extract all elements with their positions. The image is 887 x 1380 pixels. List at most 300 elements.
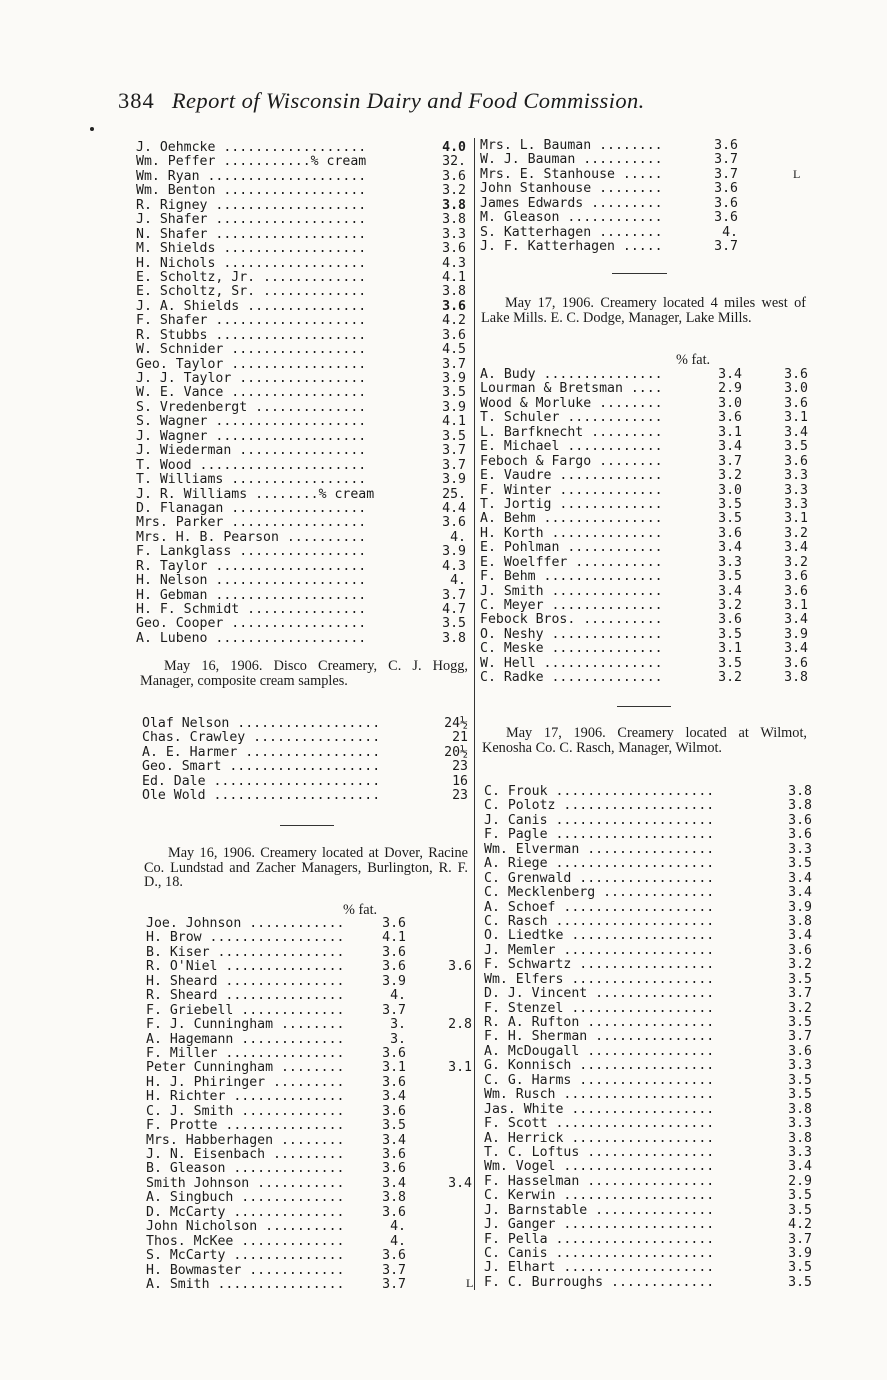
- lake-mills-paragraph: [481, 296, 806, 325]
- row-name: Ed. Dale .....................: [142, 773, 381, 789]
- row-value: 20½: [444, 744, 468, 760]
- row-value: 2.9: [718, 381, 742, 397]
- table-row: [146, 1090, 476, 1104]
- table-row: [136, 170, 468, 184]
- row-name: Geo. Smart ...................: [142, 759, 381, 775]
- table-row: [484, 799, 812, 813]
- row-value: 4.2: [788, 1217, 812, 1233]
- row-name: S. Vredenbergt ..............: [136, 399, 367, 415]
- row-name: H. F. Schmidt ...............: [136, 602, 367, 617]
- row-value: 3.4: [788, 1159, 812, 1175]
- row-value: 4.4: [442, 500, 466, 516]
- table-row: [484, 1218, 812, 1232]
- lake-mills-column-header: % fat.: [676, 352, 711, 368]
- row-value: 3.8: [442, 212, 466, 228]
- row-name: F. Schwartz .................: [484, 957, 715, 973]
- row-name: H. Nelson ...................: [136, 573, 367, 589]
- row-value: 3.5: [718, 569, 742, 585]
- row-value: 3.4: [788, 928, 812, 944]
- table-row: [480, 484, 810, 498]
- row-value: 3.5: [788, 971, 812, 987]
- table-row: [146, 1148, 476, 1162]
- row-name: R. O'Niel ...............: [146, 959, 345, 975]
- row-name: F. Scott ....................: [484, 1116, 715, 1132]
- table-row: [136, 155, 468, 169]
- row-name: Wm. Ryan ....................: [136, 168, 367, 184]
- table-row: [480, 455, 810, 469]
- row-value: 3.8: [788, 1130, 812, 1146]
- table-row: [136, 632, 468, 646]
- row-name: H. Nichols ..................: [136, 255, 367, 271]
- row-name: Mrs. L. Bauman ........: [480, 138, 663, 153]
- row-name: Joe. Johnson ............: [146, 916, 345, 931]
- row-name: R. Taylor ...................: [136, 558, 367, 574]
- row-value: 3.1: [382, 1060, 406, 1076]
- row-name: L. Barfknecht .........: [480, 424, 663, 440]
- row-value: 3.0: [718, 482, 742, 498]
- table-row: [484, 1045, 812, 1059]
- row-value-second-test: 3.6: [784, 569, 808, 585]
- row-value-second-test: 2.8: [448, 1017, 472, 1033]
- row-value: 23: [452, 788, 468, 804]
- table-row: [146, 1105, 476, 1119]
- table-row: [484, 1276, 812, 1290]
- row-value: 2.9: [788, 1173, 812, 1189]
- table-row: [142, 760, 472, 774]
- row-value-second-test: 3.4: [448, 1175, 472, 1191]
- row-value-second-test: 3.1: [448, 1060, 472, 1076]
- table-row: [136, 329, 468, 343]
- row-value: 3.5: [718, 496, 742, 512]
- table-row: [480, 240, 740, 254]
- table-row: [480, 642, 810, 656]
- row-value: 3.4: [718, 367, 742, 382]
- table-row: [146, 931, 476, 945]
- table-row: [484, 872, 812, 886]
- row-value: 3.6: [442, 298, 466, 314]
- disco-creamery-text: May 16, 1906. Disco Creamery, C. J. Hogg, Manager, composite cream samples.: [140, 658, 468, 689]
- row-name: D. Flanagan .................: [136, 500, 367, 516]
- row-value: 3.5: [442, 616, 466, 632]
- row-name: Thos. McKee .............: [146, 1233, 345, 1249]
- table-row: [136, 141, 468, 155]
- row-name: T. C. Loftus ................: [484, 1144, 715, 1160]
- row-name: Wm. Vogel ...................: [484, 1159, 715, 1175]
- table-row: [480, 139, 740, 153]
- row-name: Wood & Morluke ........: [480, 395, 663, 411]
- row-name: Wm. Elfers ..................: [484, 971, 715, 987]
- table-row: [484, 1175, 812, 1189]
- row-value: 3.5: [788, 1274, 812, 1290]
- table-row: [136, 372, 468, 386]
- table-row: [480, 226, 740, 240]
- row-value-second-test: 3.6: [784, 453, 808, 469]
- row-name: R. Rigney ...................: [136, 197, 367, 213]
- table-row: [146, 1278, 476, 1292]
- table-row: [136, 314, 468, 328]
- table-row: [480, 613, 810, 627]
- row-value: 3.6: [382, 916, 406, 931]
- wilmot-text: May 17, 1906. Creamery located at Wilmot, Kenosha Co. C. Rasch, Manager, Wilmot.: [482, 725, 807, 756]
- table-row: [480, 585, 810, 599]
- row-value: 32.: [442, 154, 466, 170]
- row-name: Smith Johnson ...........: [146, 1175, 345, 1191]
- row-value: 3.6: [382, 1103, 406, 1119]
- table-row: [146, 1047, 476, 1061]
- row-value: 3.7: [442, 356, 466, 372]
- disco-creamery-paragraph: [140, 659, 468, 688]
- dover-column-header: % fat.: [343, 902, 378, 918]
- row-value: 3.6: [382, 944, 406, 960]
- row-name: W. E. Vance .................: [136, 385, 367, 401]
- row-value: 3.6: [788, 827, 812, 843]
- left-top-table: [136, 141, 468, 646]
- row-name: R. A. Rufton ................: [484, 1015, 715, 1030]
- row-name: E. Pohlman ............: [480, 540, 663, 556]
- row-name: N. Shafer ...................: [136, 226, 367, 242]
- row-name: Geo. Taylor .................: [136, 356, 367, 372]
- table-row: [484, 1074, 812, 1088]
- table-row: [146, 1162, 476, 1176]
- row-name: F. Pella ....................: [484, 1231, 715, 1247]
- row-value: 3.5: [718, 511, 742, 527]
- row-value: 3.6: [788, 942, 812, 958]
- row-name: J. Elhart ...................: [484, 1260, 715, 1276]
- row-name: F. Miller ...............: [146, 1045, 345, 1061]
- row-value: 3.6: [714, 181, 738, 197]
- row-value: 3.0: [718, 395, 742, 411]
- table-row: [484, 1030, 812, 1044]
- row-value: 3.6: [382, 1248, 406, 1264]
- table-row: [136, 459, 468, 473]
- row-name: J. F. Katterhagen .....: [480, 239, 663, 255]
- table-row: [142, 731, 472, 745]
- row-value: 3.9: [788, 899, 812, 915]
- table-row: [480, 541, 810, 555]
- lake-mills-table: [480, 368, 810, 686]
- row-value: 4.: [450, 529, 466, 545]
- table-row: [484, 1132, 812, 1146]
- row-name: J. Oehmcke ..................: [136, 140, 367, 155]
- row-name: H. Gebman ...................: [136, 587, 367, 603]
- row-value: 3.9: [382, 973, 406, 989]
- row-name: A. E. Harmer .................: [142, 744, 381, 760]
- row-value: 3.: [390, 1031, 406, 1047]
- table-row: [142, 775, 472, 789]
- row-name: D. J. Vincent ...............: [484, 986, 715, 1002]
- table-row: [142, 746, 472, 760]
- row-value: 4.1: [382, 930, 406, 946]
- row-value-second-test: 3.3: [784, 496, 808, 512]
- row-value: 21: [452, 730, 468, 746]
- table-row: [484, 1016, 812, 1030]
- table-row: [146, 1177, 476, 1191]
- row-name: Wm. Elverman ................: [484, 841, 715, 857]
- row-name: C. Radke ..............: [480, 670, 663, 686]
- row-name: F. Stenzel ..................: [484, 1000, 715, 1016]
- dover-creamery-paragraph: [144, 846, 468, 890]
- row-name: C. G. Harms .................: [484, 1072, 715, 1088]
- row-value: 3.5: [788, 1015, 812, 1030]
- table-row: [136, 285, 468, 299]
- table-row: [136, 574, 468, 588]
- row-value: 3.2: [442, 183, 466, 199]
- row-value-second-test: 3.6: [784, 367, 808, 382]
- row-value-second-test: 3.2: [784, 554, 808, 570]
- row-name: H. Richter ..............: [146, 1089, 345, 1105]
- row-value: 3.6: [714, 195, 738, 211]
- row-value: 4.: [722, 224, 738, 240]
- row-value: 3.8: [788, 913, 812, 929]
- row-name: Peter Cunningham ........: [146, 1060, 345, 1076]
- row-value: 3.7: [714, 152, 738, 168]
- row-name: J. Smith ..............: [480, 583, 663, 599]
- row-name: A. Schoef ...................: [484, 899, 715, 915]
- row-value: 3.8: [788, 784, 812, 799]
- row-name: M. Gleason ............: [480, 210, 663, 226]
- row-name: H. Brow .................: [146, 930, 345, 946]
- table-row: [136, 473, 468, 487]
- table-row: [484, 987, 812, 1001]
- table-row: [136, 257, 468, 271]
- row-name: M. Shields ..................: [136, 241, 367, 257]
- row-name: F. C. Burroughs .............: [484, 1274, 715, 1290]
- margin-mark-left: L: [466, 1276, 474, 1290]
- table-row: [484, 1103, 812, 1117]
- table-row: [146, 1191, 476, 1205]
- row-value: 3.3: [788, 1116, 812, 1132]
- row-value: 4.3: [442, 255, 466, 271]
- row-value-second-test: 3.8: [784, 670, 808, 686]
- table-row: [484, 843, 812, 857]
- row-value: 3.4: [718, 439, 742, 455]
- row-name: A. McDougall ................: [484, 1043, 715, 1059]
- row-name: Wm. Benton ..................: [136, 183, 367, 199]
- row-name: E. Michael ............: [480, 439, 663, 455]
- row-name: T. Wood .....................: [136, 457, 367, 473]
- row-value: 3.4: [788, 870, 812, 886]
- row-value-second-test: 3.3: [784, 468, 808, 484]
- table-row: [136, 242, 468, 256]
- row-value: 3.5: [788, 1202, 812, 1218]
- row-value: 3.9: [442, 371, 466, 386]
- row-name: Geo. Cooper .................: [136, 616, 367, 632]
- table-row: [484, 1117, 812, 1131]
- row-value: 3.2: [788, 1000, 812, 1016]
- table-row: [136, 343, 468, 357]
- table-row: [484, 1247, 812, 1261]
- row-value: 3.7: [714, 239, 738, 255]
- row-value: 3.4: [382, 1175, 406, 1191]
- row-value: 4.1: [442, 269, 466, 285]
- table-row: [136, 184, 468, 198]
- table-row: [146, 960, 476, 974]
- row-name: Febock Bros. ..........: [480, 612, 663, 628]
- row-name: F. J. Cunningham ........: [146, 1017, 345, 1033]
- table-row: [484, 1002, 812, 1016]
- row-name: T. Jortig .............: [480, 496, 663, 512]
- table-row: [136, 271, 468, 285]
- row-name: C. Polotz ...................: [484, 798, 715, 814]
- page-number: 384: [118, 88, 155, 113]
- table-row: [136, 386, 468, 400]
- table-row: [484, 958, 812, 972]
- row-value: 3.7: [718, 453, 742, 469]
- table-row: [484, 1204, 812, 1218]
- table-row: [480, 168, 740, 182]
- table-row: [484, 901, 812, 915]
- row-value: 3.6: [442, 168, 466, 184]
- row-name: F. H. Sherman ...............: [484, 1029, 715, 1045]
- row-name: G. Konnisch .................: [484, 1058, 715, 1074]
- row-name: J. J. Taylor ................: [136, 371, 367, 386]
- margin-mark-right: L: [793, 167, 801, 181]
- row-name: A. Smith ................: [146, 1276, 345, 1292]
- row-name: J. Ganger ...................: [484, 1217, 715, 1233]
- table-row: [484, 1059, 812, 1073]
- row-value: 3.7: [442, 457, 466, 473]
- table-row: [480, 527, 810, 541]
- row-name: H. Bowmaster ............: [146, 1262, 345, 1278]
- row-name: Mrs. E. Stanhouse .....: [480, 166, 663, 182]
- row-value-second-test: 3.6: [784, 655, 808, 671]
- row-name: E. Vaudre .............: [480, 468, 663, 484]
- row-name: F. Griebell .............: [146, 1002, 345, 1018]
- table-row: [136, 300, 468, 314]
- table-row: [136, 617, 468, 631]
- table-row: [136, 199, 468, 213]
- row-value: 3.2: [718, 670, 742, 686]
- table-row: [484, 785, 812, 799]
- row-name: F. Lankglass ................: [136, 544, 367, 560]
- table-row: [480, 411, 810, 425]
- table-row: [484, 828, 812, 842]
- table-row: [142, 789, 472, 803]
- row-value: 3.6: [382, 1074, 406, 1090]
- row-name: O. Neshy ..............: [480, 626, 663, 642]
- row-value: 3.: [390, 1017, 406, 1033]
- table-row: [136, 430, 468, 444]
- row-value: 3.6: [382, 959, 406, 975]
- lake-mills-text: May 17, 1906. Creamery located 4 miles west of Lake Mills. E. C. Dodge, Manager, Lake Mills.: [481, 295, 806, 326]
- row-value: 3.6: [382, 1045, 406, 1061]
- row-value: 3.8: [788, 798, 812, 814]
- row-value: 3.7: [382, 1262, 406, 1278]
- row-value: 3.3: [788, 1058, 812, 1074]
- row-name: F. Protte ...............: [146, 1118, 345, 1134]
- row-name: R. Sheard ...............: [146, 988, 345, 1004]
- row-name: Chas. Crawley ................: [142, 730, 381, 746]
- row-value: 3.5: [788, 1188, 812, 1204]
- table-row: [136, 358, 468, 372]
- row-name: W. Hell ...............: [480, 655, 663, 671]
- row-value: 16: [452, 773, 468, 789]
- row-name: Feboch & Fargo ........: [480, 453, 663, 469]
- row-value: 3.7: [442, 443, 466, 459]
- row-name: Mrs. H. B. Pearson ..........: [136, 529, 367, 545]
- table-row: [146, 1264, 476, 1278]
- row-value-second-test: 3.3: [784, 482, 808, 498]
- row-name: J. Wiederman ................: [136, 443, 367, 459]
- table-row: [136, 213, 468, 227]
- row-value: 3.5: [382, 1118, 406, 1134]
- table-row: [136, 228, 468, 242]
- row-name: B. Gleason ..............: [146, 1161, 345, 1177]
- row-value: 3.5: [788, 1087, 812, 1103]
- row-name: H. Sheard ...............: [146, 973, 345, 989]
- row-name: W. J. Bauman ..........: [480, 152, 663, 168]
- table-row: [146, 989, 476, 1003]
- row-name: Wm. Peffer ...........% cream: [136, 154, 367, 170]
- table-row: [484, 857, 812, 871]
- row-name: F. Winter .............: [480, 482, 663, 498]
- row-value: 3.6: [718, 525, 742, 541]
- row-name: A. Lubeno ...................: [136, 630, 367, 646]
- row-value-second-test: 3.6: [784, 583, 808, 599]
- row-value: 3.9: [442, 544, 466, 560]
- wilmot-paragraph: [482, 726, 807, 755]
- row-name: F. Shafer ...................: [136, 313, 367, 329]
- row-name: Jas. White ..................: [484, 1101, 715, 1117]
- row-value-second-test: 3.5: [784, 439, 808, 455]
- table-row: [484, 915, 812, 929]
- row-value: 3.1: [718, 424, 742, 440]
- table-row: [136, 401, 468, 415]
- row-name: H. J. Phiringer .........: [146, 1074, 345, 1090]
- row-name: T. Williams .................: [136, 472, 367, 488]
- row-name: C. Frouk ....................: [484, 784, 715, 799]
- row-name: Olaf Nelson ..................: [142, 716, 381, 731]
- row-value: 3.3: [788, 841, 812, 857]
- row-name: C. Mecklenberg ..............: [484, 885, 715, 901]
- row-name: James Edwards .........: [480, 195, 663, 211]
- row-value: 23: [452, 759, 468, 775]
- right-top-table: [480, 139, 740, 255]
- row-value: 3.7: [382, 1002, 406, 1018]
- table-row: [146, 1018, 476, 1032]
- row-value: 3.8: [442, 630, 466, 646]
- row-value: 3.7: [382, 1276, 406, 1292]
- row-value: 3.6: [714, 138, 738, 153]
- table-row: [484, 814, 812, 828]
- row-value: 3.6: [382, 1161, 406, 1177]
- row-value: 3.9: [788, 1246, 812, 1261]
- table-row: [480, 397, 810, 411]
- table-row: [480, 512, 810, 526]
- row-name: A. Hagemann .............: [146, 1031, 345, 1047]
- row-value: 4.2: [442, 313, 466, 329]
- row-value-second-test: 3.1: [784, 511, 808, 527]
- row-value: 3.5: [788, 1260, 812, 1276]
- table-row: [146, 1061, 476, 1075]
- table-row: [480, 599, 810, 613]
- row-value-second-test: 3.0: [784, 381, 808, 397]
- row-value: 3.2: [718, 598, 742, 613]
- row-name: S. Katterhagen ........: [480, 224, 663, 240]
- row-value: 3.7: [442, 587, 466, 603]
- table-row: [146, 975, 476, 989]
- table-row: [480, 426, 810, 440]
- table-row: [146, 946, 476, 960]
- row-name: J. Wagner ...................: [136, 428, 367, 444]
- table-row: [480, 382, 810, 396]
- row-value: 3.6: [788, 812, 812, 828]
- table-row: [480, 556, 810, 570]
- row-value: 3.4: [382, 1089, 406, 1105]
- row-value: 4.: [390, 1233, 406, 1249]
- row-value: 3.5: [442, 428, 466, 444]
- page-header: [118, 88, 645, 114]
